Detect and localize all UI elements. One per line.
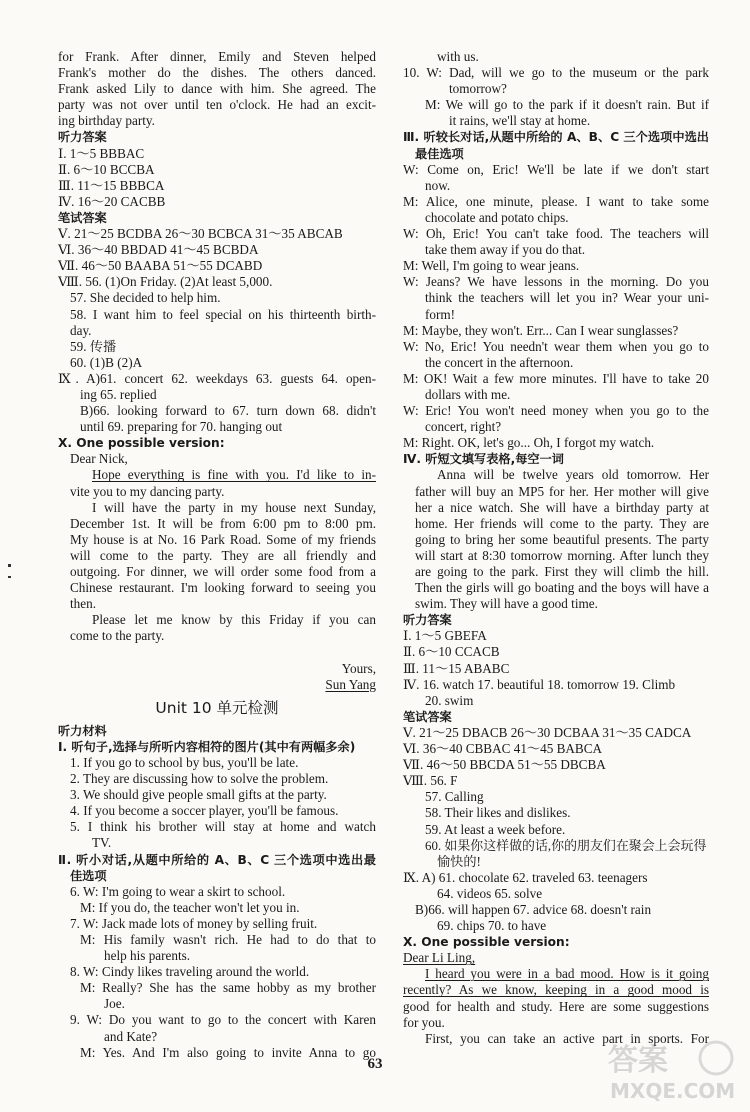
right-column-line (403, 194, 709, 210)
right-column-line (403, 612, 709, 628)
left-column-text: Ⅹ. One possible version: (58, 436, 225, 451)
left-column-line (58, 307, 376, 323)
right-column-line (403, 693, 709, 709)
right-column-text: M: OK! Wait a few more minutes. I'll have to take 20 (403, 370, 709, 386)
left-column-line (58, 693, 376, 723)
left-column-line (58, 242, 376, 258)
left-column-line (58, 162, 376, 178)
right-column-line (403, 532, 709, 548)
right-column-text: 60. 如果你这样做的话,你的朋友们在聚会上会玩得 (425, 837, 707, 853)
left-column-line (58, 755, 376, 771)
right-column-text: 59. At least a week before. (425, 821, 566, 837)
right-column-text: now. (425, 177, 451, 193)
left-column-text: Chinese restaurant. I'm looking forward to seeing you (70, 580, 376, 596)
right-column-text: W: No, Eric! You needn't wear them when you go to (403, 338, 709, 354)
left-column-text: 9. W: Do you want to go to the concert with Karen (70, 1012, 376, 1028)
right-column-text: Ⅲ. 听较长对话,从题中所给的 A、B、C 三个选项中选出 (403, 130, 709, 145)
right-column-text: 20. swim (425, 692, 474, 708)
right-column-text: Dear Li Ling, (403, 950, 476, 966)
left-column-text: M: Yes. And I'm also going to invite Anna to go (80, 1044, 376, 1060)
left-column-line (58, 419, 376, 435)
right-column-text: form! (425, 306, 456, 322)
right-column-text: B)66. will happen 67. advice 68. doesn't rain (415, 901, 652, 917)
left-column-text: 60. (1)B (2)A (70, 354, 143, 370)
left-column-line (58, 323, 376, 339)
left-column-text: ing 65. replied (80, 386, 157, 402)
left-column-text: 听力答案 (58, 130, 107, 145)
left-column-line (58, 146, 376, 162)
right-column-text: M: Maybe, they won't. Err... Can I wear sunglasses? (403, 322, 679, 338)
left-column-line (58, 739, 376, 755)
left-column-text: M: His family wasn't rich. He had to do that to (80, 931, 376, 947)
right-column-text: Ⅷ. 56. F (403, 773, 458, 789)
left-column-text: Hope everything is fine with you. I'd like to in- (92, 467, 376, 483)
right-column-line (403, 838, 709, 854)
left-column-text: Ⅷ. 56. (1)On Friday. (2)At least 5,000. (58, 274, 273, 290)
right-column-text: good for health and study. Here are some suggestions (403, 998, 709, 1014)
left-column-text: and Kate? (104, 1028, 158, 1044)
right-column-line (403, 113, 709, 129)
left-column-text: Ⅲ. 11～15 BBBCA (58, 177, 165, 193)
left-column-line (58, 210, 376, 226)
right-column-line (403, 339, 709, 355)
right-column-text: Ⅳ. 听短文填写表格,每空一词 (403, 452, 564, 467)
left-column-line (58, 852, 376, 868)
right-column-line (403, 805, 709, 821)
right-column-line (403, 81, 709, 97)
right-column-line (403, 596, 709, 612)
right-column-text: concert, right? (425, 419, 502, 435)
left-column-line (58, 868, 376, 884)
right-column-text: her a nice watch. She will have a birthday party at (415, 499, 709, 515)
right-column-text: 69. chips 70. to have (437, 918, 547, 934)
left-column-text: 1. If you go to school by bus, you'll be late. (70, 754, 299, 770)
right-column-text: for you. (403, 1014, 445, 1030)
right-column-line (403, 1015, 709, 1031)
right-column-text: W: Oh, Eric! You can't take food. The teachers will (403, 226, 709, 242)
right-column-text: 64. videos 65. solve (437, 885, 543, 901)
left-column-text: Joe. (104, 996, 125, 1012)
right-column-line (403, 886, 709, 902)
right-column-line (403, 982, 709, 998)
right-column-text: Ⅳ. 16. watch 17. beautiful 18. tomorrow 19. Climb (403, 676, 676, 692)
page-number: 63 (367, 1056, 383, 1072)
left-column-line (58, 835, 376, 851)
left-column-line (58, 980, 376, 996)
right-column-text: Ⅶ. 46～50 BBCDA 51～55 DBCBA (403, 757, 606, 773)
right-column-line (403, 435, 709, 451)
left-column-text: M: Really? She has the same hobby as my brother (80, 980, 376, 996)
right-column-text: I heard you were in a bad mood. How is it going (425, 966, 709, 982)
left-column-line (58, 580, 376, 596)
right-column-text: W: Come on, Eric! We'll be late if we don't start (403, 161, 709, 177)
left-column-text: 7. W: Jack made lots of money by selling fruit. (70, 915, 318, 931)
left-column-text: 4. If you become a soccer player, you'll be famous. (70, 803, 339, 819)
right-column-text: First, you can take an active part in sports. For (425, 1030, 709, 1046)
left-column-text: 2. They are discussing how to solve the problem. (70, 771, 329, 787)
right-column-text: dollars with me. (425, 386, 511, 402)
right-column-line (403, 258, 709, 274)
left-column-text: ing birthday party. (58, 113, 155, 129)
left-column-text: 笔试答案 (58, 210, 107, 225)
right-column-line (403, 644, 709, 660)
left-column-text: Dear Nick, (70, 451, 128, 467)
left-column-line (58, 403, 376, 419)
right-column-line (403, 162, 709, 178)
right-column-line (403, 403, 709, 419)
right-column-line (403, 789, 709, 805)
left-column-text: outgoing. For dinner, we will order some food from a (70, 564, 376, 579)
right-column-line (403, 274, 709, 290)
right-column-line (403, 918, 709, 934)
right-column-text: swim. They will have a good time. (415, 596, 598, 612)
left-column-line (58, 771, 376, 787)
right-column-line (403, 822, 709, 838)
left-column-text: December 1st. It will be from 6:00 pm to 8:00 pm. (70, 515, 376, 531)
right-column-line (403, 661, 709, 677)
right-column-line (403, 49, 709, 65)
right-column-line (403, 467, 709, 483)
right-column-line (403, 242, 709, 258)
left-column-text: 59. 传播 (70, 338, 117, 354)
right-column-line (403, 548, 709, 564)
left-column-line (58, 964, 376, 980)
left-column-text: Ⅰ. 1～5 BBBAC (58, 145, 145, 161)
right-column-line (403, 677, 709, 693)
left-column-text: TV. (92, 835, 112, 851)
left-column-text: M: If you do, the teacher won't let you in. (80, 899, 300, 915)
left-column-text: Ⅶ. 46～50 BAABA 51～55 DCABD (58, 258, 263, 274)
left-column-text: B)66. looking forward to 67. turn down 68. didn't (80, 403, 376, 419)
left-column-line (58, 677, 376, 693)
right-column-text: tomorrow? (449, 81, 507, 97)
right-column-text: with us. (437, 49, 479, 64)
left-column-line (58, 65, 376, 81)
right-column-line (403, 999, 709, 1015)
left-column-line (58, 274, 376, 290)
left-column-text: 57. She decided to help him. (70, 290, 221, 306)
right-column-line (403, 500, 709, 516)
left-column-line (58, 467, 376, 483)
right-column-line (403, 773, 709, 789)
left-column-line (58, 435, 376, 451)
left-column-text: Ⅱ. 听小对话,从题中所给的 A、B、C 三个选项中选出最 (58, 852, 376, 867)
left-column-line (58, 1029, 376, 1045)
right-column-line (403, 709, 709, 725)
left-column-line (58, 803, 376, 819)
right-column-line (403, 564, 709, 580)
right-column-text: W: Eric! You won't need money when you go to the (403, 403, 709, 419)
left-column-text: until 69. preparing for 70. hanging out (80, 419, 283, 435)
left-column-line (58, 371, 376, 387)
right-column-line (403, 966, 709, 982)
left-column-line (58, 113, 376, 129)
right-column-text: 笔试答案 (403, 709, 452, 724)
left-column-line (58, 355, 376, 371)
right-column-text: 最佳选项 (415, 146, 464, 161)
right-column-text: 10. W: Dad, will we go to the museum or the park (403, 65, 709, 81)
right-column-text: take them away if you do that. (425, 242, 586, 258)
left-column-line (58, 290, 376, 306)
right-column-text: Ⅴ. 21～25 DBACB 26～30 DCBAA 31～35 CADCA (403, 724, 692, 740)
left-column-line (58, 1012, 376, 1028)
left-column-text: Unit 10 单元检测 (155, 698, 279, 717)
right-column-text: Ⅵ. 36～40 CBBAC 41～45 BABCA (403, 741, 603, 757)
right-column-text: Ⅸ. A) 61. chocolate 62. traveled 63. teenagers (403, 869, 648, 885)
left-column-text: 6. W: I'm going to wear a skirt to school. (70, 883, 286, 899)
right-column-line (403, 419, 709, 435)
right-column-line (403, 902, 709, 918)
left-column-line (58, 49, 376, 65)
right-column-text: will start at 8:30 tomorrow morning. After lunch they (415, 547, 709, 563)
right-column-line (403, 146, 709, 162)
left-column-text: Frank's mother do the dishes. The others danced. (58, 65, 376, 81)
right-column-text: the concert in the afternoon. (425, 354, 574, 370)
left-column-line (58, 178, 376, 194)
right-column-text: Then the girls will go boating and the boys will have a (415, 580, 709, 596)
svg-text:MXQE.COM: MXQE.COM (610, 1079, 736, 1103)
left-column-line (58, 596, 376, 612)
left-column-line (58, 644, 376, 660)
left-column-line (58, 916, 376, 932)
right-column-line (403, 628, 709, 644)
left-column-text: day. (70, 322, 92, 338)
left-column-line (58, 500, 376, 516)
left-column-line (58, 661, 376, 677)
right-column-text: father will buy an MP5 for her. Her mother will give (415, 483, 709, 499)
left-column-text: vite you to my dancing party. (70, 483, 225, 499)
left-column-text: Ⅱ. 6～10 BCCBA (58, 161, 155, 177)
left-column-line (58, 451, 376, 467)
left-column-text: come to the party. (70, 628, 165, 644)
left-column-text: 3. We should give people small gifts at the party. (70, 787, 327, 803)
left-column-line (58, 548, 376, 564)
right-column-line (403, 725, 709, 741)
left-column-line (58, 194, 376, 210)
right-column-line (403, 387, 709, 403)
left-column-text: Sun Yang (325, 676, 376, 692)
right-column-text: 57. Calling (425, 789, 484, 805)
right-column-text: M: We will go to the park if it doesn't rain. But if (425, 97, 709, 113)
left-column-text: 听力材料 (58, 723, 107, 738)
left-column-line (58, 97, 376, 113)
left-column-text: for Frank. After dinner, Emily and Steven helped (58, 49, 376, 64)
left-column-line (58, 516, 376, 532)
left-column-line (58, 484, 376, 500)
svg-text:答案: 答案 (608, 1043, 668, 1078)
left-column-text: party was not over until ten o'clock. He had an excit- (58, 97, 376, 113)
right-column-line (403, 854, 709, 870)
left-column-text: 佳选项 (70, 868, 107, 883)
right-column-line (403, 226, 709, 242)
right-column-text: going to bring her some beautiful presents. The party (415, 531, 709, 547)
left-column (58, 49, 376, 1061)
right-column-line (403, 323, 709, 339)
right-column-line (403, 516, 709, 532)
right-column-text: M: Well, I'm going to wear jeans. (403, 258, 580, 274)
right-column-line (403, 290, 709, 306)
right-column-text: are going to the park. First they will climb the hill. (415, 564, 709, 579)
left-column-text: Frank asked Lily to dance with him. She agreed. The (58, 81, 376, 97)
right-column-text: Ⅹ. One possible version: (403, 935, 570, 950)
right-column-text: W: Jeans? We have lessons in the morning. Do you (403, 274, 709, 290)
left-column-text: help his parents. (104, 948, 191, 964)
left-column-text: I will have the party in my house next Sunday, (92, 499, 376, 515)
right-column-line (403, 451, 709, 467)
left-column-line (58, 900, 376, 916)
right-column-text: 58. Their likes and dislikes. (425, 805, 571, 821)
right-column-text: think the teachers will let you in? Wear your uni- (425, 290, 709, 306)
right-column-line (403, 371, 709, 387)
left-column-text: will come to the party. They are all friendly and (70, 547, 376, 563)
left-column-line (58, 387, 376, 403)
left-column-text: Ⅰ. 听句子,选择与所听内容相符的图片(其中有两幅多余) (58, 739, 356, 754)
right-column-line (403, 178, 709, 194)
left-column-line (58, 787, 376, 803)
left-column-line (58, 612, 376, 628)
right-column-line (403, 129, 709, 145)
left-column-line (58, 532, 376, 548)
right-column (403, 49, 709, 1047)
right-column-line (403, 65, 709, 81)
right-column-line (403, 355, 709, 371)
right-column-text: M: Alice, one minute, please. I want to take some (403, 193, 709, 209)
left-column-text: then. (70, 596, 97, 612)
left-column-text: Yours, (341, 660, 376, 676)
right-column-line (403, 934, 709, 950)
right-column-text: it rains, we'll stay at home. (449, 113, 591, 129)
left-column-text: Ⅴ. 21～25 BCDBA 26～30 BCBCA 31～35 ABCAB (58, 226, 343, 242)
right-column-text: home. Her friends will come to the party. They are (415, 515, 709, 531)
right-column-text: chocolate and potato chips. (425, 209, 569, 225)
right-column-text: Anna will be twelve years old tomorrow. Her (437, 467, 709, 483)
right-column-line (403, 870, 709, 886)
scan-artifact-mark (6, 562, 14, 584)
right-column-text: 愉快的! (437, 853, 481, 869)
left-column-text: 58. I want him to feel special on his thirteenth birth- (70, 306, 376, 322)
right-column-text: recently? As we know, keeping in a good mood is (403, 982, 709, 998)
watermark-logo (604, 1036, 744, 1104)
left-column-line (58, 564, 376, 580)
right-column-text: M: Right. OK, let's go... Oh, I forgot my watch. (403, 435, 655, 451)
left-column-line (58, 996, 376, 1012)
left-column-line (58, 932, 376, 948)
right-column-line (403, 484, 709, 500)
left-column-line (58, 226, 376, 242)
left-column-line (58, 948, 376, 964)
left-column-line (58, 129, 376, 145)
left-column-line (58, 723, 376, 739)
right-column-text: Ⅱ. 6～10 CCACB (403, 644, 500, 660)
left-column-line (58, 628, 376, 644)
left-column-text: My house is at No. 16 Park Road. Some of my friends (70, 531, 376, 547)
right-column-text: Ⅲ. 11～15 ABABC (403, 660, 510, 676)
left-column-line (58, 258, 376, 274)
left-column-text: Ⅵ. 36～40 BBDAD 41～45 BCBDA (58, 242, 259, 258)
left-column-text: Ⅳ. 16～20 CACBB (58, 193, 166, 209)
left-column-line (58, 339, 376, 355)
left-column-text: Please let me know by this Friday if you can (92, 612, 376, 628)
right-column-line (403, 757, 709, 773)
right-column-line (403, 307, 709, 323)
left-column-text: Ⅸ. A)61. concert 62. weekdays 63. guests 64. open- (58, 370, 376, 386)
left-column-text: 5. I think his brother will stay at home and watch (70, 819, 376, 835)
left-column-line (58, 81, 376, 97)
left-column-text: 8. W: Cindy likes traveling around the world. (70, 964, 310, 980)
right-column-line (403, 580, 709, 596)
right-column-line (403, 741, 709, 757)
left-column-line (58, 884, 376, 900)
left-column-line (58, 819, 376, 835)
right-column-line (403, 950, 709, 966)
right-column-line (403, 97, 709, 113)
right-column-text: 听力答案 (403, 613, 452, 628)
right-column-text: Ⅰ. 1～5 GBEFA (403, 628, 487, 644)
right-column-line (403, 210, 709, 226)
